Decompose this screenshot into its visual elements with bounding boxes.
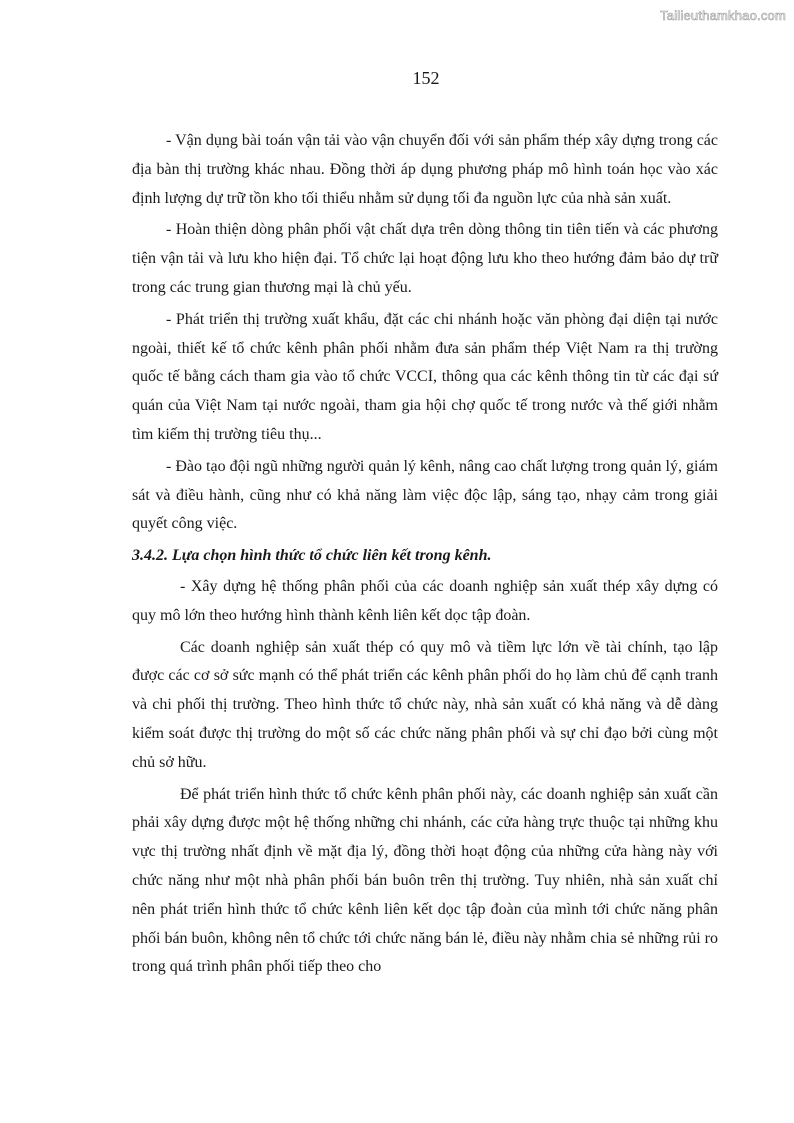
paragraph: - Phát triển thị trường xuất khẩu, đặt các chi nhánh hoặc văn phòng đại diện tại nước ngoài, thiết kế tổ chức kênh phân phối nhằm đưa sản phẩm thép Việt Nam ra thị trường quốc tế bằng cách tham gia vào tổ chức VCCI, thông qua các kênh thông tin từ các đại sứ quán của Việt Nam tại nước ngoài, tham gia hội chợ quốc tế trong nước và thế giới nhằm tìm kiếm thị trường tiêu thụ... xyxy=(132,310,718,443)
paragraph: Để phát triển hình thức tổ chức kênh phân phối này, các doanh nghiệp sản xuất cần phải xây dựng được một hệ thống những chi nhánh, các cửa hàng trực thuộc tại những khu vực thị trường nhất định về mặt địa lý, đồng thời hoạt động của những cửa hàng này với chức năng như một nhà phân phối bán buôn trên thị trường. Tuy nhiên, nhà sản xuất chỉ nên phát triển hình thức tổ chức kênh liên kết dọc tập đoàn của mình tới chức năng phân phối bán buôn, không nên tổ chức tới chức năng bán lẻ, điều này nhằm chia sẻ những rủi ro trong quá trình phân phối tiếp theo cho xyxy=(132,785,718,976)
paragraph: - Hoàn thiện dòng phân phối vật chất dựa trên dòng thông tin tiên tiến và các phương tiện vận tải và lưu kho hiện đại. Tổ chức lại hoạt động lưu kho theo hướng đảm bảo dự trữ trong các trung gian thương mại là chủ yếu. xyxy=(132,221,718,296)
page-number: 152 xyxy=(412,68,440,88)
paragraph: - Đào tạo đội ngũ những người quản lý kênh, nâng cao chất lượng trong quản lý, giám sát và điều hành, cũng như có khả năng làm việc độc lập, sáng tạo, nhạy cảm trong giải quyết công việc. xyxy=(132,457,718,533)
watermark: Tailieuthamkhao.com xyxy=(660,8,786,23)
paragraph: - Xây dựng hệ thống phân phối của các doanh nghiệp sản xuất thép xây dựng có quy mô lớn theo hướng hình thành kênh liên kết dọc tập đoàn. xyxy=(132,577,718,624)
section-heading: 3.4.2. Lựa chọn hình thức tổ chức liên kết trong kênh. xyxy=(132,547,492,565)
paragraph: - Vận dụng bài toán vận tải vào vận chuyển đối với sản phẩm thép xây dựng trong các địa bàn thị trường khác nhau. Đồng thời áp dụng phương pháp mô hình toán học vào xác định lượng dự trữ tồn kho tối thiểu nhằm sử dụng tối đa nguồn lực của nhà sản xuất. xyxy=(132,132,718,207)
paragraph: Các doanh nghiệp sản xuất thép có quy mô và tiềm lực lớn về tài chính, tạo lập được các cơ sở sức mạnh có thể phát triển các kênh phân phối do họ làm chủ để cạnh tranh và chi phối thị trường. Theo hình thức tổ chức này, nhà sản xuất có khả năng và dễ dàng kiểm soát được thị trường do một số các chức năng phân phối và sự chỉ đạo bởi cùng một chủ sở hữu. xyxy=(132,638,718,771)
page-body xyxy=(132,127,718,985)
